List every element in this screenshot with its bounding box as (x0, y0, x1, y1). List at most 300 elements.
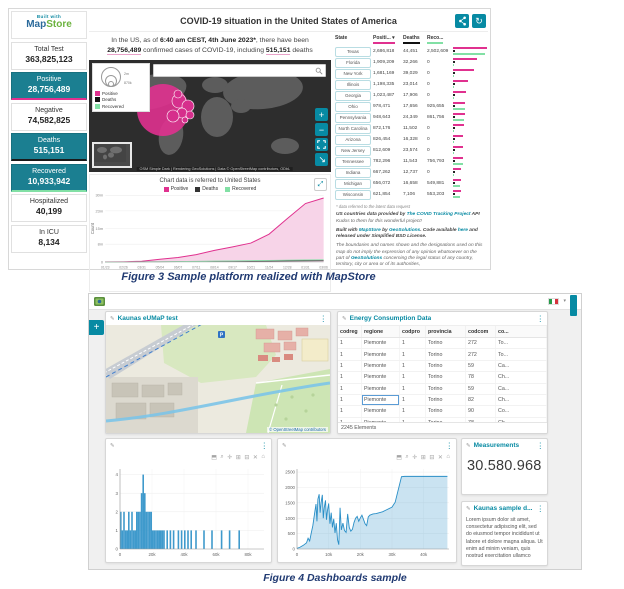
energy-row[interactable] (338, 372, 547, 383)
svg-text:1500: 1500 (285, 500, 295, 506)
kaunas-map-widget (105, 311, 331, 434)
share-button[interactable] (455, 14, 469, 28)
positive-bar (453, 113, 465, 115)
zoom-in-icon[interactable]: ⊞ (420, 455, 426, 461)
svg-text:01/23: 01/23 (101, 265, 110, 270)
energy-cell: Co... (496, 406, 547, 416)
svg-text:2: 2 (115, 509, 118, 515)
intro-segment: In the US, as of (111, 37, 160, 44)
cell-positive: 948,643 (373, 115, 391, 120)
cell-recovered: 2,502,609 (427, 49, 449, 54)
table-row (333, 178, 488, 189)
svg-text:20k: 20k (356, 552, 364, 557)
column-header-label: Deaths (403, 35, 420, 44)
cell-deaths: 16,658 (403, 181, 418, 186)
cell-deaths: 11,502 (403, 126, 418, 131)
footnote-text: by (380, 227, 390, 233)
edit-pencil-icon[interactable]: ✎ (282, 442, 287, 449)
add-widget-button[interactable]: + (89, 320, 104, 335)
row-bars (453, 168, 486, 177)
camera-icon[interactable]: ⬒ (211, 455, 217, 461)
energy-cell: Ca... (496, 361, 547, 371)
zoom-out-icon[interactable]: ⊟ (244, 455, 250, 461)
svg-text:10k: 10k (325, 552, 333, 557)
cell-deaths: 39,029 (403, 71, 418, 76)
zoom-out-icon[interactable]: ⊟ (429, 455, 435, 461)
covid-map[interactable] (89, 60, 331, 172)
intro-segment: 28,756,489 (107, 47, 142, 55)
positive-bar (453, 124, 464, 126)
energy-cell: 78 (466, 372, 496, 382)
svg-text:Count: Count (90, 223, 95, 235)
zoom-icon[interactable]: ⌕ (405, 454, 409, 460)
svg-text:03/31: 03/31 (137, 265, 146, 270)
energy-cell: Torino (426, 372, 466, 382)
kebab-menu-icon[interactable]: ⋮ (536, 314, 544, 323)
state-button-michigan[interactable]: Michigan (335, 179, 371, 189)
svg-text:12/28: 12/28 (283, 265, 292, 270)
cell-deaths: 16,328 (403, 137, 418, 142)
svg-text:4: 4 (115, 472, 118, 478)
stat-label: Total Test (34, 45, 64, 53)
row-bars (453, 58, 486, 67)
energy-cell: Torino (426, 395, 466, 405)
stat-value: 74,582,825 (27, 114, 71, 125)
recovered-bar (453, 185, 460, 187)
footnote-text: The boundaries and names shown and the designations used on this map do not imply the expression of any opinion whatsoever on the part of (336, 243, 483, 261)
cell-positive: 656,072 (373, 181, 391, 186)
energy-cell: 1 (338, 395, 362, 405)
footnote-text: and released under Simplified BSD License. (336, 227, 478, 240)
legend-swatch (225, 187, 230, 192)
svg-text:1000: 1000 (285, 515, 295, 521)
kaunas-map-widget-header (106, 312, 330, 325)
state-button-arizona[interactable]: Arizona (335, 135, 371, 145)
svg-text:80k: 80k (244, 552, 252, 557)
table-row (333, 189, 488, 200)
cell-positive: 826,454 (373, 137, 391, 142)
cell-recovered: 0 (427, 71, 430, 76)
positive-bar (453, 146, 463, 148)
measurements-value: 30.580.968 (467, 458, 542, 474)
refresh-button[interactable] (472, 14, 486, 28)
deaths-bar (453, 193, 455, 195)
cell-positive: 782,296 (373, 159, 391, 164)
energy-row[interactable] (338, 395, 547, 406)
svg-text:30m: 30m (95, 193, 104, 199)
kebab-menu-icon[interactable]: ⋮ (445, 441, 453, 450)
table-row (333, 145, 488, 156)
state-button-texas[interactable]: Texas (335, 47, 371, 57)
camera-icon[interactable]: ⬒ (396, 455, 402, 461)
energy-cell: 1 (338, 406, 362, 416)
cell-positive: 1,909,209 (373, 60, 395, 65)
reset-axes-icon[interactable]: ⌂ (261, 454, 265, 460)
cell-deaths: 24,349 (403, 115, 418, 120)
table-row (333, 57, 488, 68)
legend-label: Deaths (102, 97, 117, 103)
svg-text:0: 0 (295, 552, 299, 557)
energy-column-provincia[interactable]: provincia (426, 326, 466, 337)
intro-segment: confirmed cases of COVID-19, including (141, 47, 266, 55)
pan-icon[interactable]: ✛ (227, 455, 233, 461)
language-selector[interactable] (548, 298, 559, 305)
energy-cell: Ca... (496, 384, 547, 394)
recovered-bar (453, 86, 454, 88)
map-legend-item-recovered (95, 104, 147, 109)
state-button-georgia[interactable]: Georgia (335, 91, 371, 101)
map-legend-item-deaths (95, 97, 147, 102)
bubble-scale-graphic (95, 66, 147, 89)
chevron-down-icon: ▾ (563, 298, 566, 304)
svg-text:40k: 40k (180, 552, 188, 557)
edit-pencil-icon[interactable]: ✎ (110, 442, 115, 449)
search-icon (315, 67, 323, 75)
table-row (333, 156, 488, 167)
overview-minimap[interactable] (92, 142, 132, 168)
cell-positive: 978,471 (373, 104, 391, 109)
covid-dashboard-title: COVID-19 situation in the United States of America (180, 16, 397, 26)
text-widget (461, 501, 548, 566)
text-widget-header (462, 502, 547, 515)
row-bars (453, 80, 486, 89)
line-chart-widget-header (278, 439, 456, 452)
row-bars (453, 157, 486, 166)
cell-recovered: 756,793 (427, 159, 445, 164)
recovered-bar (453, 119, 464, 121)
edit-pencil-icon[interactable]: ✎ (466, 505, 471, 512)
energy-column-codcom[interactable]: codcom (466, 326, 496, 337)
energy-cell: 1 (400, 384, 426, 394)
positive-bar (453, 47, 487, 49)
deaths-bar (453, 149, 455, 151)
stat-label: Deaths (37, 137, 61, 144)
covid-chart-title: Chart data is referred to United States (159, 178, 261, 185)
state-button-tennessee[interactable]: Tennessee (335, 157, 371, 167)
deaths-bar (453, 127, 455, 129)
footnote-paragraph (336, 204, 485, 209)
column-header-bars (453, 35, 486, 44)
pan-icon[interactable]: ✛ (412, 455, 418, 461)
kebab-menu-icon[interactable]: ⋮ (319, 314, 327, 323)
state-button-new-jersey[interactable]: New Jersey (335, 146, 371, 156)
svg-text:60k: 60k (212, 552, 220, 557)
cell-positive: 1,198,335 (373, 82, 395, 87)
covid-intro-text (89, 32, 331, 58)
covid-middle-column (89, 32, 331, 292)
autoscale-icon[interactable]: ✕ (252, 455, 258, 461)
row-bars (453, 190, 486, 199)
map-legend-rows (95, 91, 147, 109)
deaths-bar (453, 182, 455, 184)
stat-card-hospitalized (11, 194, 87, 222)
cell-positive: 1,681,169 (373, 71, 395, 76)
energy-column-regione[interactable]: regione (362, 326, 400, 337)
legend-label: Positive (170, 186, 189, 193)
cell-deaths: 44,451 (403, 49, 418, 54)
energy-cell: 1 (338, 361, 362, 371)
burger-menu-button[interactable] (570, 295, 577, 316)
figure4-caption: Figure 4 Dashboards sample (263, 572, 407, 584)
row-bars (453, 113, 486, 122)
stat-value: 515,151 (33, 145, 65, 155)
state-button-florida[interactable]: Florida (335, 58, 371, 68)
cell-recovered: 0 (427, 126, 430, 131)
footnote-paragraph (336, 212, 485, 224)
recovered-bar (453, 152, 454, 154)
svg-text:08/14: 08/14 (210, 265, 219, 270)
energy-row[interactable] (338, 338, 547, 349)
cell-recovered: 0 (427, 137, 430, 142)
recovered-bar (453, 64, 454, 66)
stat-label: Negative (35, 106, 63, 114)
text-widget-title: Kaunas sample d... (473, 505, 533, 512)
measurements-widget (461, 438, 548, 495)
navigation-arrow-button[interactable] (315, 153, 328, 166)
table-row (333, 123, 488, 134)
flag-red-stripe (555, 299, 558, 304)
legend-label: Recovered (232, 186, 257, 193)
cell-recovered: 0 (427, 170, 430, 175)
row-bars (453, 124, 486, 133)
deaths-bar (453, 50, 455, 52)
cell-deaths: 23,014 (403, 82, 418, 87)
deaths-bar (453, 116, 455, 118)
state-button-ohio[interactable]: Ohio (335, 102, 371, 112)
cell-positive: 812,609 (373, 148, 391, 153)
energy-table-widget (337, 311, 548, 434)
mapstore-logo (11, 11, 87, 39)
edit-pencil-icon[interactable]: ✎ (466, 442, 471, 449)
cell-positive: 2,686,818 (373, 49, 395, 54)
column-header-label: Positi... ▾ (373, 35, 395, 44)
plus-icon: + (318, 109, 325, 120)
expand-icon: ⤢ (317, 180, 324, 188)
intro-segment: 515,151 (265, 47, 291, 55)
footnote-text: API (470, 212, 480, 218)
states-table-body (333, 46, 488, 200)
svg-text:0: 0 (115, 546, 118, 552)
state-button-indiana[interactable]: Indiana (335, 168, 371, 178)
state-button-wisconsin[interactable]: Wisconsin (335, 190, 371, 200)
energy-cell: Piemonte (362, 384, 400, 394)
stat-value: 40,199 (36, 206, 62, 216)
table-row (333, 68, 488, 79)
zoom-in-button[interactable] (315, 108, 328, 121)
row-bars (453, 146, 486, 155)
energy-row[interactable] (338, 384, 547, 395)
cell-deaths: 17,906 (403, 93, 418, 98)
kebab-menu-icon[interactable]: ⋮ (260, 441, 268, 450)
footnote-link[interactable]: GeoSolutions (389, 227, 421, 233)
cell-recovered: 0 (427, 60, 430, 65)
refresh-icon: ↻ (475, 15, 483, 26)
energy-cell: 272 (466, 349, 496, 359)
positive-bar (453, 168, 461, 170)
svg-text:01/31: 01/31 (301, 265, 310, 270)
row-bars (453, 47, 486, 56)
logo-built-with-label: Built with (36, 14, 62, 19)
line-chart-widget (277, 438, 457, 563)
edit-pencil-icon[interactable]: ✎ (110, 315, 115, 322)
stat-label: In ICU (39, 228, 59, 236)
energy-cell: 1 (400, 406, 426, 416)
zoom-out-button[interactable] (315, 123, 328, 136)
column-header-positi[interactable] (373, 35, 401, 44)
bubble-scale-label-2m: 2m (124, 72, 129, 77)
table-row (333, 167, 488, 178)
fullscreen-button[interactable] (315, 138, 328, 151)
kebab-menu-icon[interactable]: ⋮ (536, 441, 544, 450)
svg-text:2500: 2500 (285, 469, 295, 475)
footnote-link[interactable]: The COVID Tracking Project (406, 212, 471, 218)
footnote-link[interactable]: MapStore (358, 227, 381, 233)
energy-cell: Torino (426, 349, 466, 359)
kaunas-map-title: Kaunas eUMaP test (117, 315, 178, 322)
svg-text:1: 1 (115, 527, 118, 533)
cell-deaths: 7,106 (403, 192, 416, 197)
mapstore-logo-icon (93, 295, 106, 308)
positive-bar (453, 91, 466, 93)
positive-bar (453, 179, 461, 181)
svg-text:2000: 2000 (285, 485, 295, 491)
column-header-deaths[interactable] (403, 35, 425, 44)
recovered-bar (453, 53, 485, 55)
row-bars (453, 69, 486, 78)
kebab-menu-icon[interactable]: ⋮ (536, 504, 544, 513)
histogram-widget-header (106, 439, 271, 452)
cell-recovered: 0 (427, 148, 430, 153)
energy-table-header (338, 312, 547, 325)
stat-card-recovered (11, 164, 87, 192)
covid-main-area (89, 11, 488, 270)
cell-positive: 1,023,487 (373, 93, 395, 98)
recovered-bar (453, 130, 454, 132)
zoom-icon[interactable]: ⌕ (220, 454, 224, 460)
footnote-link[interactable]: GeoSolutions (350, 255, 383, 261)
chart-expand-button[interactable] (314, 178, 327, 191)
positive-bar (453, 135, 463, 137)
cell-deaths: 17,656 (403, 104, 418, 109)
state-button-new-york[interactable]: New York (335, 69, 371, 79)
stat-label: Hospitalized (29, 198, 69, 205)
cell-positive: 621,854 (373, 192, 391, 197)
energy-column-co[interactable]: co... (496, 326, 547, 337)
measurements-title: Measurements (473, 442, 520, 449)
minus-icon: − (318, 124, 325, 135)
covid-header (89, 11, 488, 32)
legend-swatch (164, 187, 169, 192)
energy-cell: 272 (466, 338, 496, 348)
state-button-illinois[interactable]: Illinois (335, 80, 371, 90)
energy-cell: Piemonte (362, 338, 400, 348)
logo-name: MapStore (26, 19, 72, 30)
positive-bar (453, 157, 463, 159)
dashboard-topbar (89, 294, 581, 310)
energy-cell: Torino (426, 338, 466, 348)
state-button-pennsylvania[interactable]: Pennsylvania (335, 113, 371, 123)
positive-bar (453, 102, 465, 104)
positive-bar (453, 58, 477, 60)
footnote-link[interactable]: here (457, 227, 468, 233)
energy-cell: 1 (400, 338, 426, 348)
positive-bar (453, 80, 468, 82)
autoscale-icon[interactable]: ✕ (437, 455, 443, 461)
state-button-north-carolina[interactable]: North Carolina (335, 124, 371, 134)
svg-text:15m: 15m (95, 226, 104, 232)
recovered-bar (453, 75, 454, 77)
energy-row[interactable] (338, 349, 547, 360)
intro-segment: , there have been (255, 37, 309, 44)
legend-label: Deaths (202, 186, 219, 193)
deaths-bar (453, 94, 455, 96)
svg-text:11/24: 11/24 (264, 265, 274, 270)
column-header-label: Reco... (427, 35, 443, 44)
cell-positive: 872,176 (373, 126, 391, 131)
row-bars (453, 179, 486, 188)
column-header-state[interactable] (335, 35, 371, 44)
energy-cell: Piemonte (362, 361, 400, 371)
energy-cell: 1 (400, 372, 426, 382)
svg-text:03/06: 03/06 (319, 265, 328, 270)
recovered-bar (453, 196, 460, 198)
energy-cell: Ch... (496, 395, 547, 405)
expand-arrows-icon (317, 140, 326, 149)
kaunas-map-canvas[interactable] (106, 325, 330, 433)
states-table-header (333, 32, 488, 46)
energy-row[interactable] (338, 361, 547, 372)
svg-text:20k: 20k (148, 552, 156, 557)
energy-row[interactable] (338, 406, 547, 417)
covid-dashboard-screenshot (8, 8, 491, 270)
stat-label: Recovered (32, 167, 66, 175)
search-input[interactable] (154, 68, 315, 74)
energy-column-headers (338, 325, 547, 338)
energy-footer-count: 2245 Elements (338, 422, 547, 433)
deaths-bar (453, 160, 455, 162)
stat-card-negative (11, 103, 87, 131)
energy-cell: 1 (400, 361, 426, 371)
dashboards-sample-screenshot (88, 293, 582, 570)
svg-text:500: 500 (287, 531, 295, 537)
deaths-bar (453, 72, 455, 74)
covid-header-actions (455, 14, 486, 28)
legend-swatch (95, 104, 100, 109)
edit-pencil-icon[interactable]: ✎ (342, 315, 347, 322)
intro-segment: 6:40 am CEST, 4th June 2023* (159, 37, 256, 44)
stat-card-in-icu (11, 225, 87, 253)
column-header-reco[interactable] (427, 35, 451, 44)
energy-cell: Ch... (496, 372, 547, 382)
row-bars (453, 135, 486, 144)
covid-trend-chart[interactable] (90, 192, 330, 279)
table-row (333, 79, 488, 90)
energy-column-codpro[interactable]: codpro (400, 326, 426, 337)
stat-card-positive (11, 72, 87, 100)
footnote-text: . Code available (420, 227, 458, 233)
legend-label: Positive (102, 90, 118, 96)
positive-bar (453, 69, 474, 71)
map-attribution: OSM Simple Dark | Rendering GeoSolutions | Data © OpenStreetMap contributors, ODbL (137, 167, 294, 171)
reset-axes-icon[interactable]: ⌂ (446, 454, 450, 460)
zoom-in-icon[interactable]: ⊞ (235, 455, 241, 461)
energy-column-codreg[interactable]: codreg (338, 326, 362, 337)
energy-cell: 82 (466, 395, 496, 405)
energy-table-title: Energy Consumption Data (349, 315, 432, 322)
stat-card-total-test (11, 42, 87, 70)
stat-label: Positive (36, 76, 62, 83)
map-search-bar[interactable] (153, 64, 326, 77)
